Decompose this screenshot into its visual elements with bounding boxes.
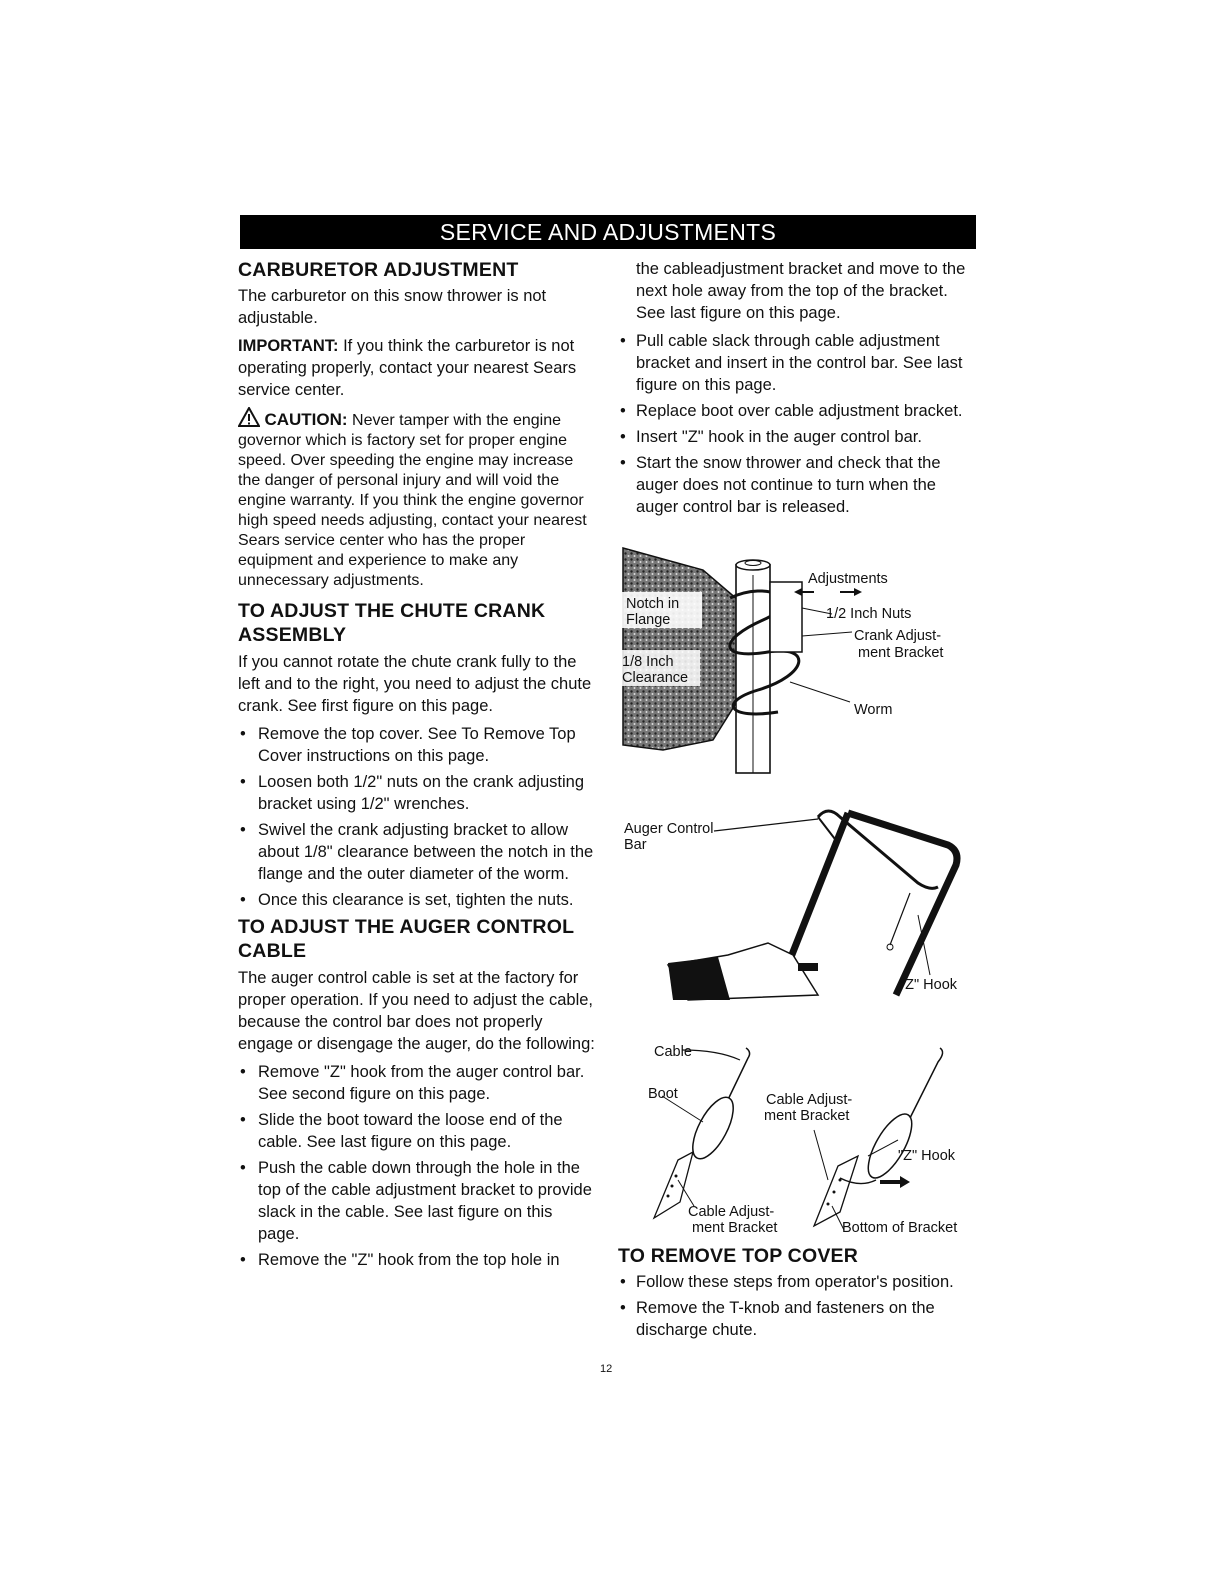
caution-text: Never tamper with the engine governor which is factory set for proper engine speed. Over speeding the engine may increase the danger of personal injury and will void the engine warranty. If you think the engine governor high speed needs adjusting, contact your nearest Sears service center who has the proper equipment and experience to make any unnecessary adjustments. (238, 412, 587, 589)
list-item: • Insert "Z" hook in the auger control bar. (618, 426, 976, 448)
list-item: • Follow these steps from operator's position. (618, 1271, 976, 1293)
label-bottom-bracket: Bottom of Bracket (842, 1220, 958, 1236)
chute-intro: If you cannot rotate the chute crank fully to the left and to the right, you need to adjust the chute crank. See first figure on this page. (238, 653, 592, 715)
list-item: • Remove "Z" hook from the auger control bar. See second figure on this page. (238, 1061, 598, 1105)
auger-intro: The auger control cable is set at the factory for proper operation. If you need to adjust the cable, because the control bar does not properly engage or disengage the auger, do the following: (238, 969, 595, 1053)
label-bracket-a-2: ment Bracket (764, 1108, 850, 1124)
auger-continuation: the cableadjustment bracket and move to the next hole away from the top of the bracket. See last figure on this page. (636, 260, 966, 322)
remove-cover-section (618, 1244, 976, 1345)
label-auger-bar-1: Auger Control (624, 821, 714, 837)
bracket-right (814, 1156, 858, 1226)
arrow-icon (880, 1176, 910, 1188)
cable-boot-figure (618, 1030, 978, 1242)
label-z-hook: "Z" Hook (898, 1148, 956, 1164)
carburetor-text: The carburetor on this snow thrower is not adjustable. (238, 287, 547, 327)
label-nuts: 1/2 Inch Nuts (826, 606, 912, 622)
label-boot: Boot (648, 1086, 678, 1102)
list-item: • Swivel the crank adjusting bracket to allow about 1/8" clearance between the notch in the flange and the outer diameter of the worm. (238, 819, 598, 885)
chute-steps (238, 723, 598, 911)
label-notch-1: Notch in (626, 596, 680, 612)
auger-cable-heading: TO ADJUST THE AUGER CONTROL CABLE (238, 916, 574, 962)
label-adjustments: Adjustments (808, 571, 888, 587)
important-note (238, 335, 598, 401)
list-item: • Start the snow thrower and check that the auger does not continue to turn when the auger control bar is released. (618, 452, 976, 518)
auger-steps-continued (618, 330, 976, 518)
list-item: • Push the cable down through the hole in the top of the cable adjustment bracket to provide slack in the cable. See last figure on this page. (238, 1157, 598, 1245)
list-item: • Pull cable slack through cable adjustment bracket and insert in the control bar. See last figure on this page. (618, 330, 976, 396)
page-number: 12 (600, 1363, 613, 1375)
label-worm: Worm (854, 702, 893, 718)
label-bracket-a-1: Cable Adjust- (766, 1092, 853, 1108)
label-bracket-b-1: Cable Adjust- (688, 1204, 775, 1220)
label-notch-2: Flange (626, 612, 671, 628)
list-item: • Slide the boot toward the loose end of the cable. See last figure on this page. (238, 1109, 598, 1153)
cable-right (910, 1048, 943, 1118)
auger-control-bar-figure (618, 795, 978, 1020)
auger-steps (238, 1061, 598, 1271)
chute-crank-heading: TO ADJUST THE CHUTE CRANK ASSEMBLY (238, 600, 546, 646)
section-banner: SERVICE AND ADJUSTMENTS (240, 215, 976, 249)
label-clearance-2: Clearance (622, 670, 689, 686)
list-item: • Remove the "Z" hook from the top hole in (238, 1249, 598, 1271)
remove-cover-heading: TO REMOVE TOP COVER (618, 1245, 859, 1267)
flange-shape (623, 548, 738, 750)
label-auger-bar-2: Bar (624, 837, 647, 853)
label-cable: Cable (654, 1044, 692, 1060)
label-crank-bracket-1: Crank Adjust- (854, 628, 942, 644)
label-clearance-1: 1/8 Inch (622, 654, 674, 670)
warning-triangle-icon (238, 407, 260, 427)
carburetor-heading: CARBURETOR ADJUSTMENT (238, 259, 519, 281)
caution-label: CAUTION: (264, 410, 348, 429)
label-crank-bracket-2: ment Bracket (858, 645, 944, 661)
handle-outer (848, 813, 957, 995)
boot-right (860, 1108, 920, 1184)
label-bracket-b-2: ment Bracket (692, 1220, 778, 1236)
right-column (618, 258, 976, 522)
list-item: • Once this clearance is set, tighten the nuts. (238, 889, 598, 911)
left-column (238, 258, 598, 1275)
important-label: IMPORTANT: (238, 337, 339, 355)
list-item: • Replace boot over cable adjustment bracket. (618, 400, 976, 422)
caution-note (238, 407, 598, 591)
list-item: • Remove the top cover. See To Remove Top Cover instructions on this page. (238, 723, 598, 767)
remove-cover-steps (618, 1271, 976, 1341)
chute-crank-figure (618, 540, 978, 780)
list-item: • Loosen both 1/2" nuts on the crank adjusting bracket using 1/2" wrenches. (238, 771, 598, 815)
list-item: • Remove the T-knob and fasteners on the discharge chute. (618, 1297, 976, 1341)
important-text: If you think the carburetor is not operating properly, contact your nearest Sears service center. (238, 337, 577, 399)
label-z-hook: "Z" Hook (900, 977, 958, 993)
